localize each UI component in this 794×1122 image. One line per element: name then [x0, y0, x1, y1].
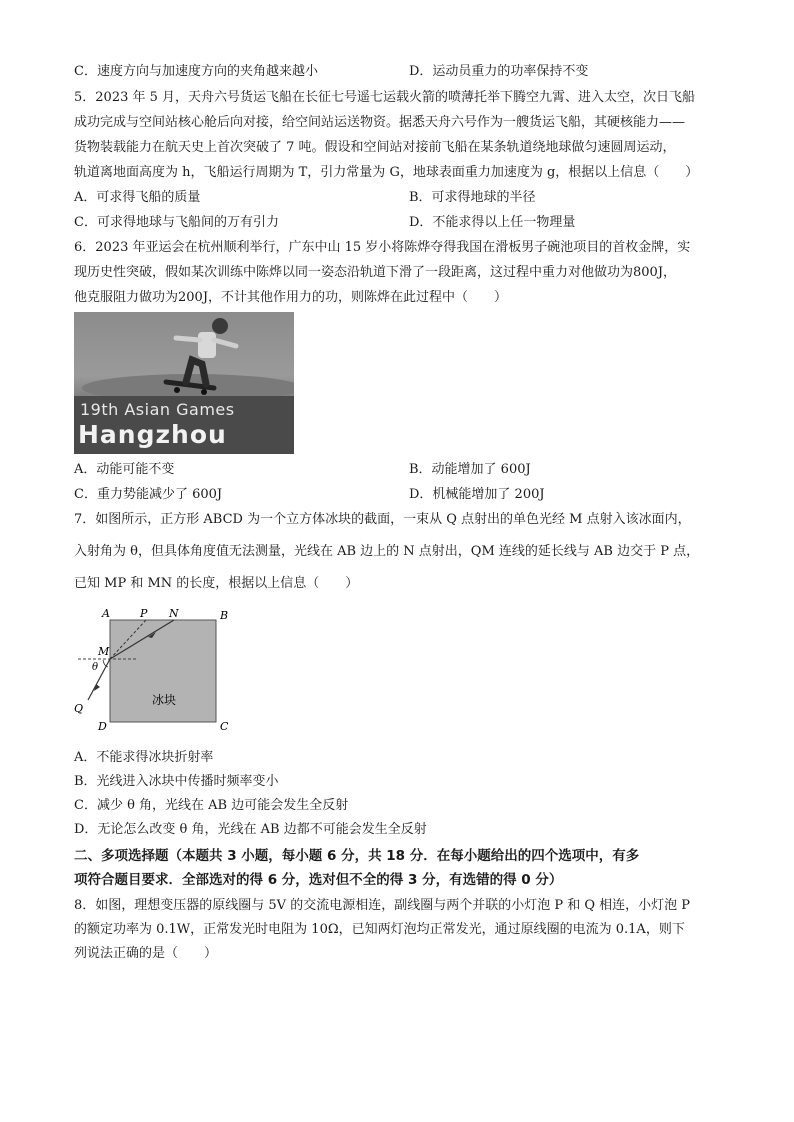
q5-text-line-1: 5．2023 年 5 月，天舟六号货运飞船在长征七号遥七运载火箭的喷薄托举下腾空九霄、进入太空，次日飞船: [74, 90, 696, 105]
q8-text-line-1: 8．如图，理想变压器的原线圈与 5V 的交流电源相连，副线圈与两个并联的小灯泡 P 和 Q 相连，小灯泡 P: [74, 898, 691, 913]
label-ice-block: 冰块: [152, 693, 177, 707]
label-d: D: [98, 720, 107, 733]
label-p: P: [140, 607, 148, 620]
q5-text-line-4: 轨道离地面高度为 h，飞船运行周期为 T，引力常量为 G，地球表面重力加速度为 g，根据以上信息（ ）: [74, 165, 699, 180]
q6-text-line-3: 他克服阻力做功为200J，不计其他作用力的功，则陈烨在此过程中（ ）: [74, 290, 508, 305]
q5-text-line-3: 货物装载能力在航天史上首次突破了 7 吨。假设和空间站对接前飞船在某条轨道绕地球做匀速圆周运动，: [74, 140, 676, 155]
label-n: N: [169, 607, 179, 620]
q7-text-line-3: 已知 MP 和 MN 的长度，根据以上信息（ ）: [74, 576, 359, 591]
label-c: C: [220, 720, 229, 733]
q5-text-line-2: 成功完成与空间站核心舱后向对接，给空间站运送物资。据悉天舟六号作为一艘货运飞船，其硬核能力——: [74, 115, 686, 130]
q7-option-c: C．减少 θ 角，光线在 AB 边可能会发生全反射: [74, 798, 349, 813]
section2-heading-line-2: 项符合题目要求．全部选对的得 6 分，选对但不全的得 3 分，有选错的得 0 分）: [74, 872, 563, 888]
q5-option-d: D．不能求得以上任一物理量: [409, 215, 576, 230]
label-m: M: [98, 645, 110, 658]
ice-block-diagram: [70, 604, 240, 734]
q7-text-line-1: 7．如图所示，正方形 ABCD 为一个立方体冰块的截面，一束从 Q 点射出的单色光经 M 点射入该冰面内，: [74, 512, 691, 527]
prev-option-d: D．运动员重力的功率保持不变: [409, 64, 589, 79]
prev-option-c: C．速度方向与加速度方向的夹角越来越小: [74, 64, 318, 79]
photo-caption-line-2: Hangzhou: [78, 420, 227, 449]
q7-option-a: A．不能求得冰块折射率: [74, 750, 214, 765]
q6-text-line-1: 6．2023 年亚运会在杭州顺利举行，广东中山 15 岁小将陈烨夺得我国在滑板男子碗池项目的首枚金牌，实: [74, 240, 691, 255]
q7-option-d: D．无论怎么改变 θ 角，光线在 AB 边都不可能会发生全反射: [74, 822, 427, 837]
label-theta: θ: [92, 662, 99, 673]
q8-text-line-3: 列说法正确的是（ ）: [74, 946, 218, 961]
q6-option-a: A．动能可能不变: [74, 462, 175, 477]
q7-option-b: B．光线进入冰块中传播时频率变小: [74, 774, 279, 789]
skater-figure: [74, 312, 294, 402]
q6-option-b: B．动能增加了 600J: [409, 462, 531, 477]
q6-option-d: D．机械能增加了 200J: [409, 487, 545, 502]
label-a: A: [102, 607, 110, 620]
label-q: Q: [74, 702, 84, 715]
q8-text-line-2: 的额定功率为 0.1W，正常发光时电阻为 10Ω，已知两灯泡均正常发光，通过原线圈的电流为 0.1A，则下: [74, 922, 685, 937]
q5-option-a: A．可求得飞船的质量: [74, 190, 201, 205]
q6-option-c: C．重力势能减少了 600J: [74, 487, 223, 502]
skateboard-photo: [74, 312, 294, 454]
photo-caption-line-1: 19th Asian Games: [80, 400, 235, 419]
label-b: B: [220, 609, 229, 622]
q6-text-line-2: 现历史性突破，假如某次训练中陈烨以同一姿态沿轨道下滑了一段距离，这过程中重力对他做功为800J，: [74, 265, 677, 280]
q7-text-line-2: 入射角为 θ，但具体角度值无法测量，光线在 AB 边上的 N 点射出，QM 连线的延长线与 AB 边交于 P 点，: [74, 544, 700, 559]
section2-heading-line-1: 二、多项选择题（本题共 3 小题，每小题 6 分，共 18 分．在每小题给出的四个选项中，有多: [74, 848, 640, 864]
q5-option-c: C．可求得地球与飞船间的万有引力: [74, 215, 279, 230]
q5-option-b: B．可求得地球的半径: [409, 190, 536, 205]
